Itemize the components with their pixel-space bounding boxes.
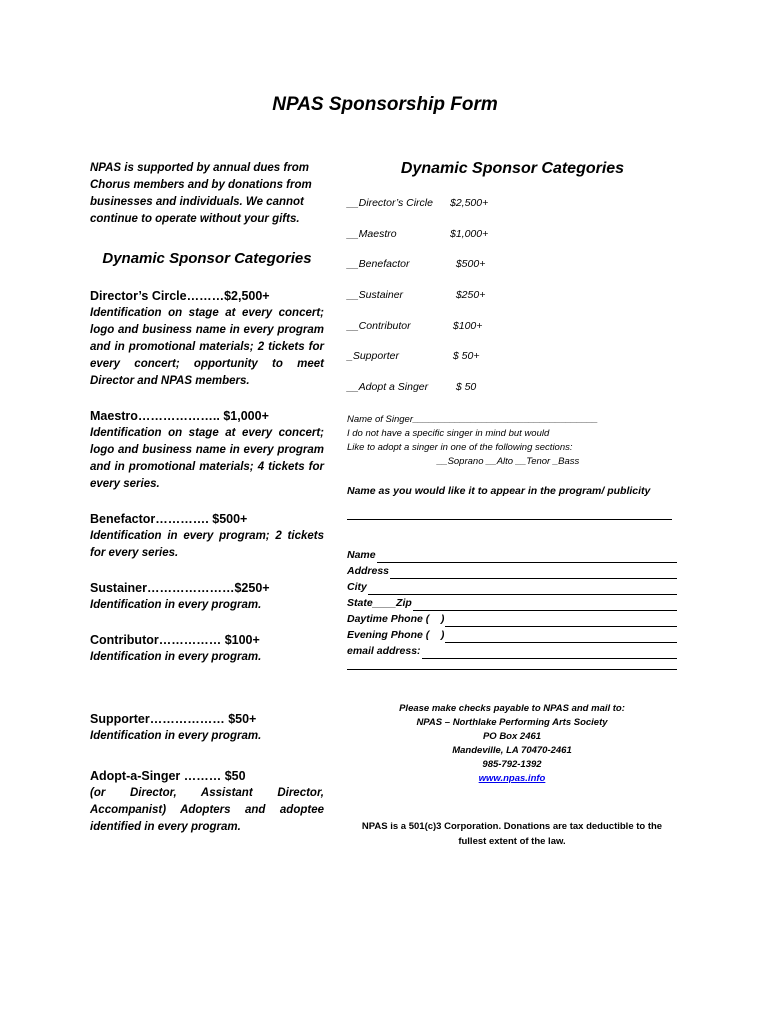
category-head: Benefactor…………. $500+: [90, 512, 248, 526]
option-adopt-a-singer[interactable]: [347, 381, 547, 412]
phone-number: 985-792-1392: [482, 759, 542, 770]
category-desc: Identification in every program.: [90, 730, 262, 742]
category-head: Sustainer…………………$250+: [90, 581, 270, 595]
email-field[interactable]: [347, 643, 677, 659]
website-link[interactable]: www.npas.info: [478, 773, 546, 784]
option-name: __Maestro: [347, 227, 397, 240]
category-desc: (or Director, Assistant Director, Accompanist) Adopters and adoptee identified in every program.: [90, 787, 324, 833]
category-benefactor: [90, 510, 324, 562]
option-name: __Contributor: [347, 319, 411, 332]
daytime-phone-field[interactable]: [347, 611, 677, 627]
option-price: $ 50: [450, 381, 477, 394]
option-name: __Benefactor: [347, 258, 410, 271]
option-name: __Director’s Circle: [347, 197, 433, 209]
tax-line-1: NPAS is a 501(c)3 Corporation. Donations are tax deductible to the: [361, 821, 663, 832]
name-field[interactable]: [347, 547, 677, 563]
category-desc: Identification in every program; 2 tickets for every series.: [90, 530, 324, 559]
right-heading: Dynamic Sponsor Categories: [400, 160, 625, 177]
category-head: Maestro……………….. $1,000+: [90, 409, 269, 423]
singer-name-field[interactable]: Name of Singer___________________________________: [347, 414, 598, 425]
category-desc: Identification in every program.: [90, 651, 262, 663]
evening-phone-label: Evening Phone ( ): [347, 629, 445, 641]
option-benefactor[interactable]: [347, 258, 547, 289]
option-maestro[interactable]: [347, 228, 547, 259]
publicity-name-label: Name as you would like it to appear in the program/ publicity: [347, 485, 651, 497]
option-price: $2,500+: [450, 197, 489, 209]
left-heading: Dynamic Sponsor Categories: [102, 250, 312, 267]
city-label: City: [347, 581, 367, 593]
category-sustainer: [90, 579, 324, 614]
option-supporter[interactable]: [347, 350, 547, 381]
option-price: $1,000+: [450, 227, 489, 240]
option-price: $250+: [450, 289, 486, 302]
sponsor-options-list: [347, 197, 547, 412]
category-head: Supporter……………… $50+: [90, 712, 257, 726]
mail-instruction: Please make checks payable to NPAS and mail to:: [399, 703, 625, 714]
intro-text: NPAS is supported by annual dues from Chorus members and by donations from businesses and individuals. We cannot continue to operate without your gifts.: [90, 162, 312, 225]
option-price: $ 50+: [450, 350, 480, 363]
singer-sections-options[interactable]: __Soprano __Alto __Tenor _Bass: [437, 456, 580, 467]
category-maestro: [90, 407, 324, 493]
category-desc: Identification on stage at every concert; logo and business name in every program and in promotional materials; 4 tickets for every series.: [90, 427, 324, 490]
tax-line-2: fullest extent of the law.: [458, 836, 566, 847]
org-name: NPAS – Northlake Performing Arts Society: [416, 717, 608, 728]
tax-statement: [347, 819, 677, 849]
category-desc: Identification in every program.: [90, 599, 262, 611]
singer-section: [347, 413, 677, 469]
address-field[interactable]: [347, 563, 677, 579]
option-name: _Supporter: [347, 350, 399, 363]
email-continuation-line[interactable]: [347, 659, 677, 670]
option-name: __Sustainer: [347, 289, 404, 302]
name-label: Name: [347, 549, 376, 561]
city-field[interactable]: [347, 579, 677, 595]
category-supporter: [90, 710, 324, 745]
category-desc: Identification on stage at every concert; logo and business name in every program and in promotional materials; 2 tickets for every concert; opportunity to meet Director and NPAS members.: [90, 307, 324, 387]
option-price: $100+: [450, 319, 483, 332]
option-sustainer[interactable]: [347, 289, 547, 320]
singer-none-text: I do not have a specific singer in mind but would: [347, 428, 550, 439]
address-label: Address: [347, 565, 390, 577]
publicity-name-field[interactable]: [347, 519, 672, 520]
mailing-info: [347, 702, 677, 786]
left-column: [90, 160, 324, 853]
email-label: email address:: [347, 645, 421, 657]
daytime-phone-label: Daytime Phone ( ): [347, 613, 445, 625]
po-box: PO Box 2461: [482, 731, 542, 742]
city-state-zip: Mandeville, LA 70470-2461: [452, 745, 572, 756]
category-head: Director’s Circle………$2,500+: [90, 289, 270, 303]
contact-form: [347, 547, 677, 670]
category-directors-circle: [90, 287, 324, 390]
evening-phone-field[interactable]: [347, 627, 677, 643]
page-title: NPAS Sponsorship Form: [272, 94, 498, 115]
category-head: Adopt-a-Singer ……… $50: [90, 769, 246, 783]
singer-like-text: Like to adopt a singer in one of the following sections:: [347, 442, 573, 453]
category-adopt-a-singer: [90, 767, 324, 836]
option-price: $500+: [450, 258, 486, 271]
category-contributor: [90, 631, 324, 666]
category-head: Contributor…………… $100+: [90, 633, 260, 647]
state-zip-label: State____Zip: [347, 597, 412, 609]
option-contributor[interactable]: [347, 320, 547, 351]
state-zip-field[interactable]: [347, 595, 677, 611]
option-directors-circle[interactable]: [347, 197, 547, 228]
option-name: __Adopt a Singer: [347, 381, 429, 394]
